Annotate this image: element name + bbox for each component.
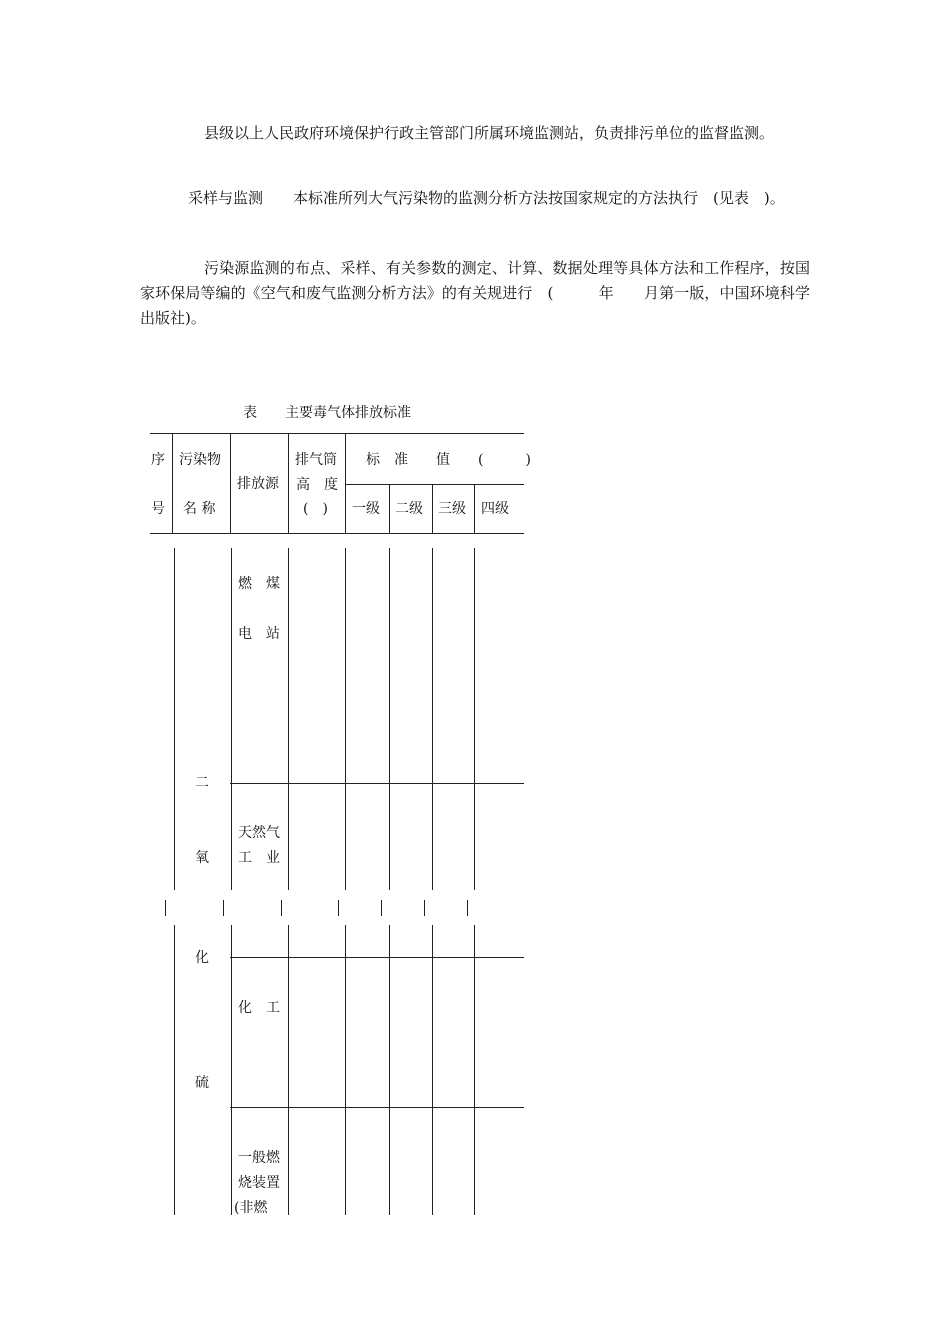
col-divider: [288, 548, 289, 890]
header-pollutant-bottom: 名 称: [183, 501, 216, 517]
header-stack-top: 排气筒: [295, 452, 337, 468]
source-natural-gas-1: 天然气: [238, 825, 280, 841]
header-pollutant-top: 污染物: [179, 452, 221, 468]
col-divider: [389, 548, 390, 890]
header-level-2: 二级: [395, 501, 423, 517]
pollutant-char: 硫: [195, 1075, 209, 1091]
source-general-1: 一般燃: [238, 1150, 280, 1166]
col-divider: [231, 925, 232, 1215]
group-rule-2: [230, 957, 524, 958]
pollutant-char: 氧: [195, 850, 209, 866]
source-coal-power-2: 电 站: [238, 626, 280, 642]
source-general-2: 烧装置: [238, 1175, 280, 1191]
col-divider-shifted: [424, 900, 425, 916]
col-divider: [474, 548, 475, 890]
group-rule-3: [230, 1107, 524, 1108]
group-rule-1: [230, 783, 524, 784]
header-seq-top: 序: [151, 452, 165, 468]
col-divider-shifted: [381, 900, 382, 916]
source-general-3: (非燃: [234, 1200, 268, 1216]
table-title: 表 主要毒气体排放标准: [243, 405, 411, 421]
header-level-3: 三级: [438, 501, 466, 517]
pollutant-char: 二: [195, 775, 209, 791]
paragraph-pollution-source-monitoring: 污染源监测的布点、采样、有关参数的测定、计算、数据处理等具体方法和工作程序，按国家环保局等编的《空气和废气监测分析方法》的有关规进行 ( 年 月第一版，中国环境科学出版社)。: [140, 259, 810, 327]
col-divider-shifted: [223, 900, 224, 916]
col-divider: [345, 433, 346, 533]
col-divider-shifted: [165, 900, 166, 916]
col-divider: [172, 433, 173, 533]
header-seq-bottom: 号: [151, 501, 165, 517]
header-standard-value: 标 准 值 ( ): [366, 452, 531, 468]
header-split-rule: [345, 484, 524, 485]
col-divider-shifted: [467, 900, 468, 916]
col-divider: [345, 548, 346, 890]
header-source: 排放源: [237, 476, 279, 492]
source-coal-power-1: 燃 煤: [238, 576, 280, 592]
col-divider: [174, 925, 175, 1215]
col-divider: [474, 925, 475, 1215]
col-divider: [432, 925, 433, 1215]
col-divider-shifted: [281, 900, 282, 916]
col-divider: [432, 548, 433, 890]
table-top-rule: [150, 433, 524, 434]
col-divider: [389, 484, 390, 533]
col-divider: [474, 484, 475, 533]
header-stack-unit: ( ): [303, 501, 328, 517]
paragraph-monitoring-station: 县级以上人民政府环境保护行政主管部门所属环境监测站，负责排污单位的监督监测。: [204, 124, 775, 142]
col-divider: [288, 925, 289, 1215]
col-divider: [345, 925, 346, 1215]
header-bottom-rule: [150, 533, 524, 534]
col-divider: [174, 548, 175, 890]
col-divider: [230, 433, 231, 533]
col-divider: [231, 548, 232, 890]
header-level-1: 一级: [352, 501, 380, 517]
source-chemical: 化 工: [238, 1000, 280, 1016]
header-stack-mid: 高 度: [296, 477, 338, 493]
col-divider: [389, 925, 390, 1215]
source-natural-gas-2: 工 业: [238, 850, 280, 866]
col-divider: [288, 433, 289, 533]
col-divider: [432, 484, 433, 533]
pollutant-char: 化: [195, 950, 209, 966]
header-level-4: 四级: [481, 501, 509, 517]
paragraph-sampling-monitoring: 采样与监测 本标准所列大气污染物的监测分析方法按国家规定的方法执行 (见表 )。: [188, 189, 785, 207]
col-divider-shifted: [338, 900, 339, 916]
